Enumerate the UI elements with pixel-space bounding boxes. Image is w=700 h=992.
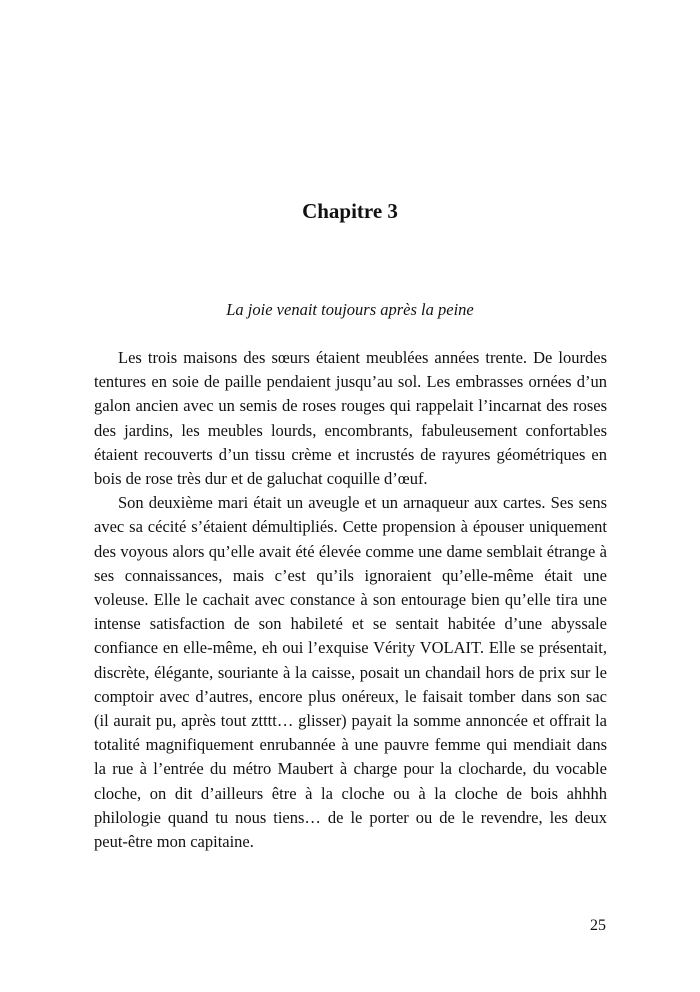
chapter-title: Chapitre 3 bbox=[302, 199, 398, 223]
body-text bbox=[94, 346, 607, 854]
chapter-epigraph: La joie venait toujours après la peine bbox=[226, 300, 474, 319]
paragraph-2: Son deuxième mari était un aveugle et un arnaqueur aux cartes. Ses sens avec sa cécité s’étaient démultipliés. Cette propension à épouser uniquement des voyous alors qu’elle avait été élevée comme une dame semblait étrange à ses connaissances, mais c’est qu’ils ignoraient qu’elle-même était une voleuse. Elle le cachait avec constance à son entourage bien qu’elle tira une intense satisfaction de son habileté et se sentait habitée d’une abyssale confiance en elle-même, eh oui l’exquise Vérity VOLAIT. Elle se présentait, discrète, élégante, souriante à la caisse, posait un chandail hors de prix sur le comptoir avec d’autres, encore plus onéreux, le faisait tomber dans son sac (il aurait pu, après tout ztttt… glisser) payait la somme annoncée et offrait la totalité magnifiquement enrubannée à une pauvre femme qui mendiait dans la rue à l’entrée du métro Maubert à charge pour la clocharde, du vocable cloche, on dit d’ailleurs être à la cloche ou à la cloche de bois ahhhh philologie quand tu nous tiens… de le porter ou de le revendre, les deux peut-être mon capitaine. bbox=[94, 493, 607, 852]
page-number: 25 bbox=[590, 917, 606, 934]
paragraph-1: Les trois maisons des sœurs étaient meublées années trente. De lourdes tentures en soie de paille pendaient jusqu’au sol. Les embrasses ornées d’un galon ancien avec un semis de roses rouges qui rappelait l’incarnat des roses des jardins, les meubles lourds, encombrants, fabuleusement confortables étaient recouverts d’un tissu crème et incrustés de rayures géométriques en bois de rose très dur et de galuchat coquille d’œuf. bbox=[94, 348, 607, 489]
